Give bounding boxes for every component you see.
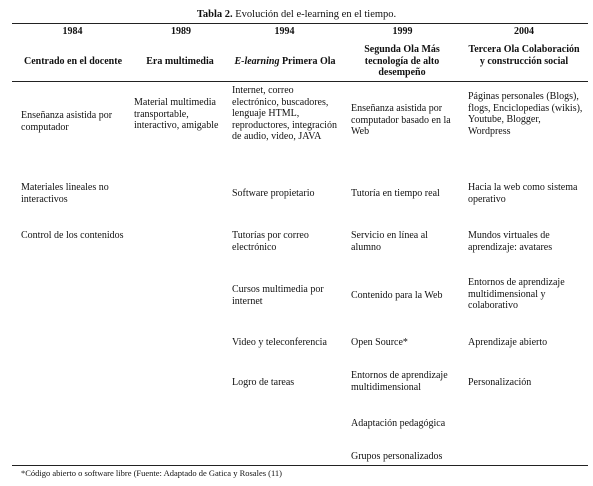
cell-2004-4: Entornos de aprendizaje multidimensional y colaborativo [468, 277, 565, 311]
cell-2004-2: Hacia la web como sistema operativo [468, 182, 578, 205]
table-footnote: *Código abierto o software libre (Fuente: Adaptado de Gatica y Rosales (11) [21, 468, 282, 478]
cell-1984-2: Materiales lineales no interactivos [21, 182, 109, 205]
cell-1999-1: Enseñanza asistida por computador basado en la Web [351, 103, 451, 137]
cell-1994-2: Software propietario [232, 188, 315, 199]
table-caption [0, 9, 593, 21]
cell-1984-1: Enseñanza asistida por computador [21, 110, 113, 133]
heading-1984: Centrado en el docente [23, 56, 123, 67]
caption-text: Evolución del e-learning en el tiempo. [232, 9, 397, 20]
year-1989: 1989 [171, 26, 191, 37]
cell-1989-1: Material multimedia transportable, interactivo, amigable [134, 97, 219, 131]
heading-1994: E-learning Primera Ola [234, 56, 336, 67]
top-rule [12, 23, 588, 24]
cell-1994-1: Internet, correo electrónico, buscadores, lenguaje HTML, reproductores, integración de audio, video, JAVA [232, 85, 337, 142]
cell-1999-6: Entornos de aprendizaje multidimensional [351, 370, 448, 393]
bottom-rule [12, 465, 588, 466]
cell-1999-7: Adaptación pedagógica [351, 418, 446, 429]
caption-label: Tabla 2. [196, 9, 233, 20]
year-1999: 1999 [392, 26, 413, 37]
cell-1994-4: Cursos multimedia por internet [232, 284, 324, 307]
header-rule [12, 81, 588, 82]
cell-1999-2: Tutoría en tiempo real [351, 188, 440, 199]
cell-1999-3: Servicio en línea al alumno [351, 230, 428, 253]
cell-1999-4: Contenido para la Web [351, 290, 443, 301]
cell-2004-3: Mundos virtuales de aprendizaje: avatares [468, 230, 553, 253]
year-1984: 1984 [62, 26, 83, 37]
heading-1989: Era multimedia [146, 56, 214, 67]
cell-1994-6: Logro de tareas [232, 377, 295, 388]
year-1994: 1994 [274, 26, 295, 37]
cell-1999-8: Grupos personalizados [351, 451, 443, 462]
cell-1999-5: Open Source* [351, 337, 408, 348]
cell-1994-3: Tutorías por correo electrónico [232, 230, 309, 253]
cell-1984-3: Control de los contenidos [21, 230, 124, 241]
year-2004: 2004 [514, 26, 534, 37]
cell-1994-5: Video y teleconferencia [232, 337, 327, 348]
cell-2004-6: Personalización [468, 377, 532, 388]
heading-1999: Segunda Ola Más tecnología de alto desempeño [364, 44, 440, 78]
cell-2004-5: Aprendizaje abierto [468, 337, 548, 348]
heading-2004: Tercera Ola Colaboración y construcción social [468, 44, 580, 67]
cell-2004-1: Páginas personales (Blogs), flogs, Enciclopedias (wikis), Youtube, Blogger, Wordpress [468, 91, 583, 137]
